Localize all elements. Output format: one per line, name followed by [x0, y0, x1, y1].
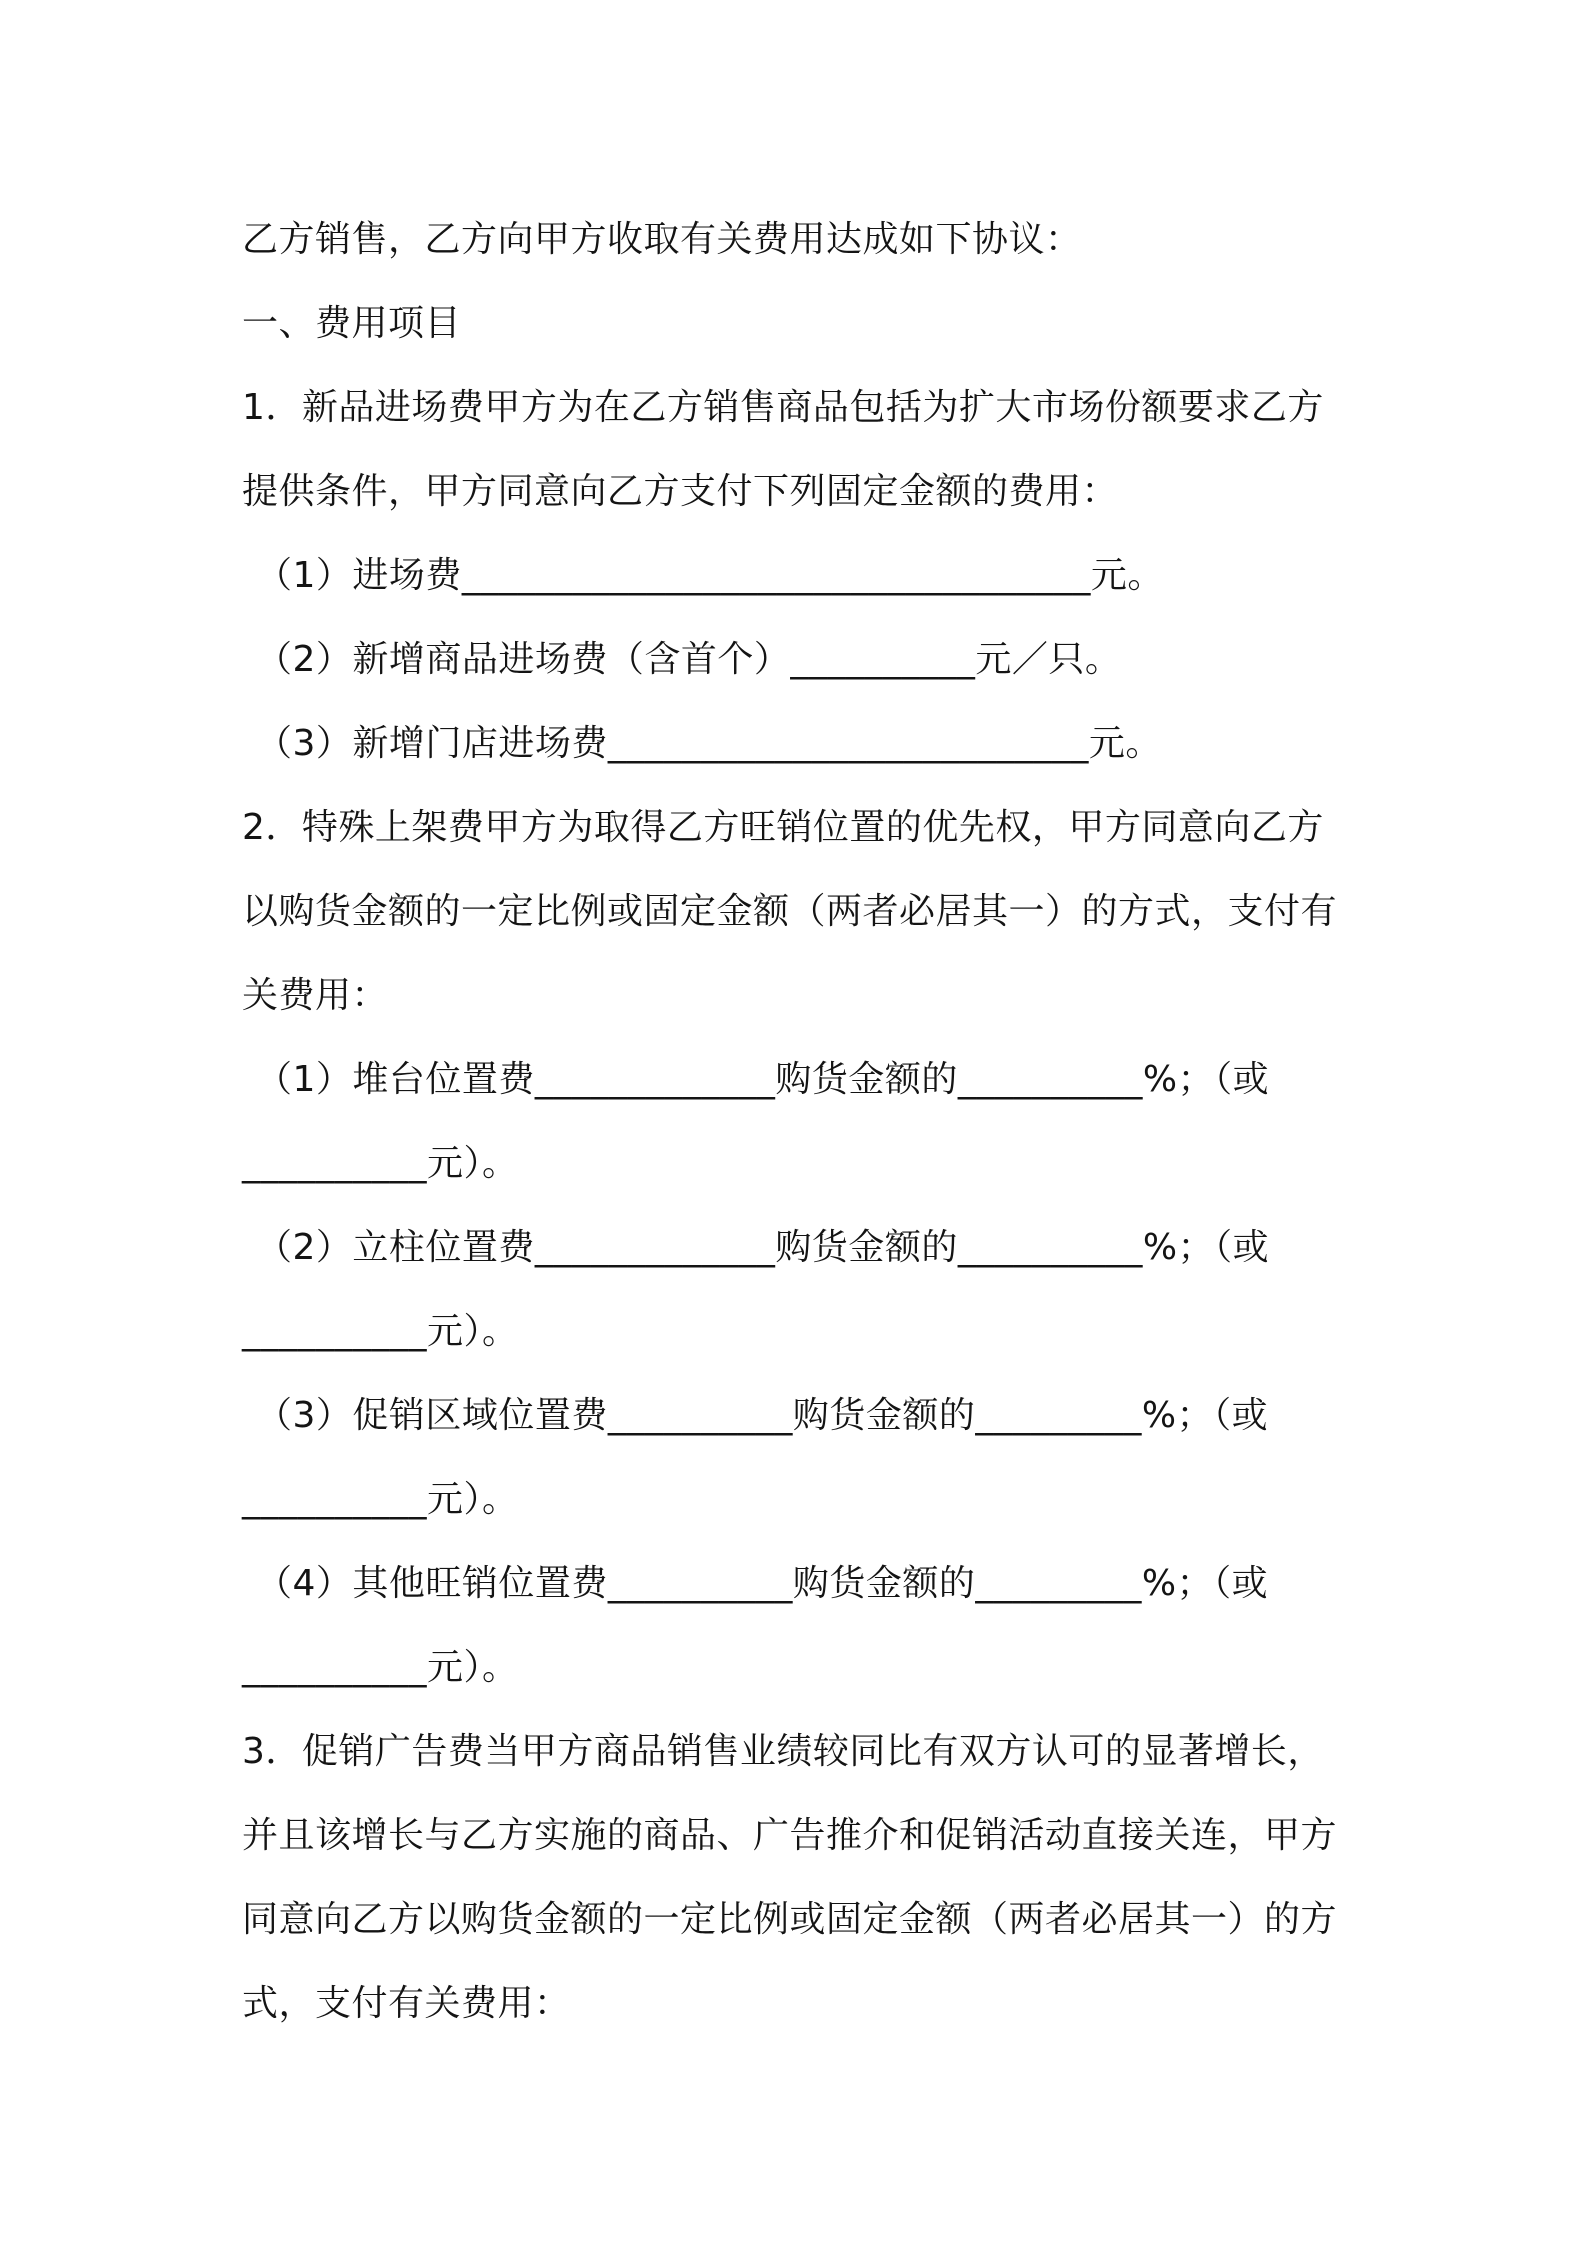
- document-body: [242, 198, 1362, 2046]
- clause-2-item-2: （2）立柱位置费_____________购货金额的__________%；（或: [256, 1227, 1270, 1268]
- clause-2-item-4: （4）其他旺销位置费__________购货金额的_________%；（或: [256, 1563, 1269, 1604]
- clause-3-line-4: 式，支付有关费用：: [242, 1983, 571, 2024]
- clause-2-item-1-continued: __________元）。: [242, 1143, 519, 1184]
- clause-3-line-2: 并且该增长与乙方实施的商品、广告推介和促销活动直接关连，甲方: [242, 1815, 1338, 1856]
- section-heading-fee-items: 一、费用项目: [242, 303, 462, 344]
- clause-2-item-4-continued: __________元）。: [242, 1647, 519, 1688]
- clause-2-line-1: 2．特殊上架费甲方为取得乙方旺销位置的优先权，甲方同意向乙方: [242, 807, 1324, 848]
- clause-2-item-2-continued: __________元）。: [242, 1311, 519, 1352]
- clause-2-line-3: 关费用：: [242, 975, 389, 1016]
- clause-1-item-1: （1）进场费__________________________________元。: [256, 555, 1164, 596]
- clause-1-item-3: （3）新增门店进场费__________________________元。: [256, 723, 1162, 764]
- clause-2-item-3: （3）促销区域位置费__________购货金额的_________%；（或: [256, 1395, 1269, 1436]
- clause-2-item-3-continued: __________元）。: [242, 1479, 519, 1520]
- clause-2-line-2: 以购货金额的一定比例或固定金额（两者必居其一）的方式，支付有: [242, 891, 1338, 932]
- clause-3-line-3: 同意向乙方以购货金额的一定比例或固定金额（两者必居其一）的方: [242, 1899, 1338, 1940]
- intro-paragraph: 乙方销售，乙方向甲方收取有关费用达成如下协议：: [242, 219, 1082, 260]
- clause-1-item-2: （2）新增商品进场费（含首个）__________元／只。: [256, 639, 1122, 680]
- clause-3-line-1: 3．促销广告费当甲方商品销售业绩较同比有双方认可的显著增长，: [242, 1731, 1324, 1772]
- clause-1-line-1: 1．新品进场费甲方为在乙方销售商品包括为扩大市场份额要求乙方: [242, 387, 1324, 428]
- clause-2-item-1: （1）堆台位置费_____________购货金额的__________%；（或: [256, 1059, 1270, 1100]
- clause-1-line-2: 提供条件，甲方同意向乙方支付下列固定金额的费用：: [242, 471, 1119, 512]
